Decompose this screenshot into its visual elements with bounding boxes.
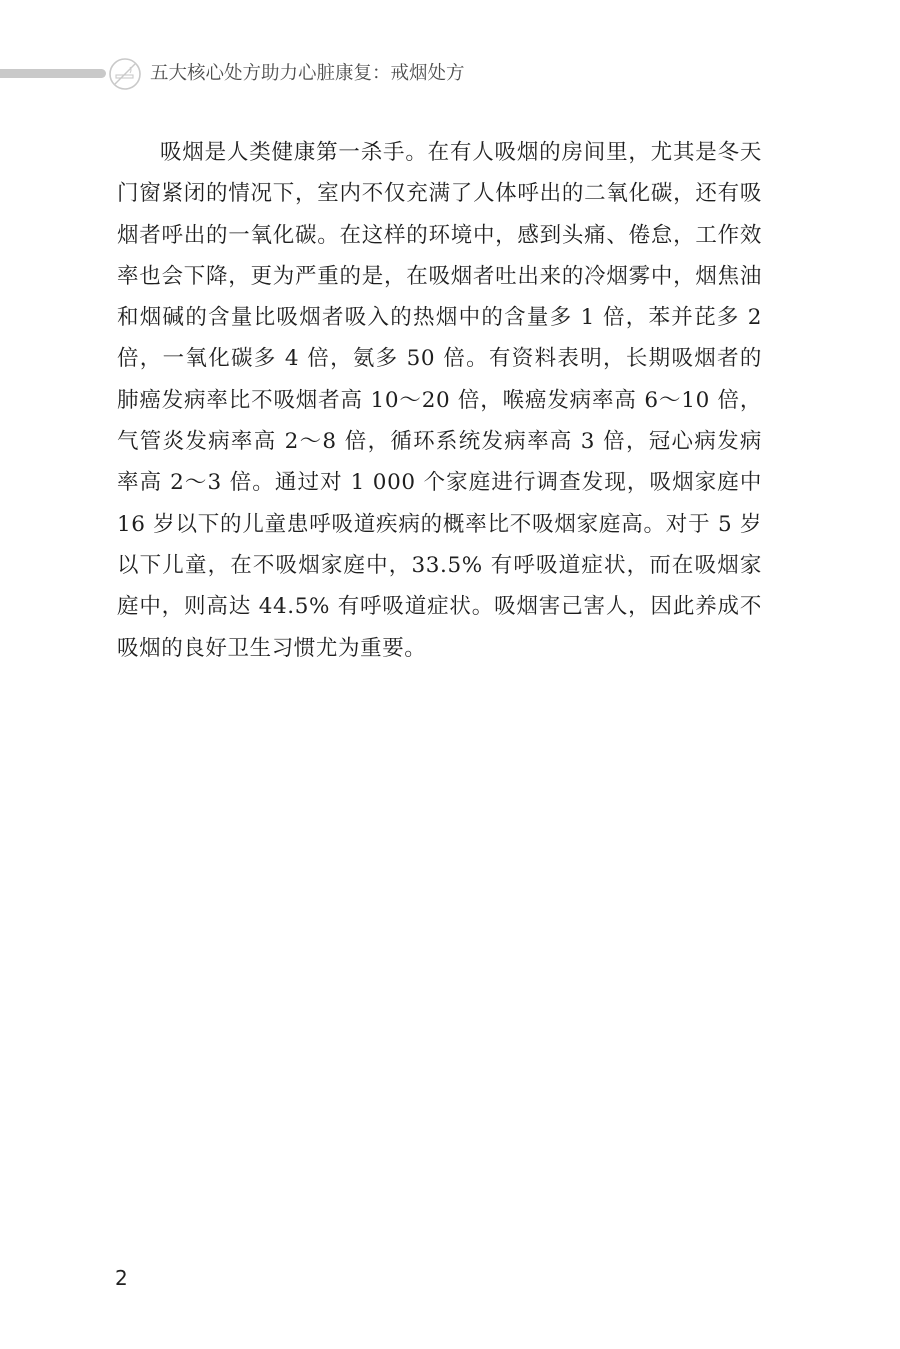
running-header bbox=[0, 54, 900, 94]
header-decorative-bar bbox=[0, 69, 106, 78]
body-paragraph: 吸烟是人类健康第一杀手。在有人吸烟的房间里，尤其是冬天门窗紧闭的情况下，室内不仅充满了人体呼出的二氧化碳，还有吸烟者呼出的一氧化碳。在这样的环境中，感到头痛、倦怠，工作效率也会下降，更为严重的是，在吸烟者吐出来的冷烟雾中，烟焦油和烟碱的含量比吸烟者吸入的热烟中的含量多 1 倍，苯并芘多 2 倍，一氧化碳多 4 倍，氨多 50 倍。有资料表明，长期吸烟者的肺癌发病率比不吸烟者高 10～20 倍，喉癌发病率高 6～10 倍，气管炎发病率高 2～8 倍，循环系统发病率高 3 倍，冠心病发病率高 2～3 倍。通过对 1 000 个家庭进行调查发现，吸烟家庭中 16 岁以下的儿童患呼吸道疾病的概率比不吸烟家庭高。对于 5 岁以下儿童，在不吸烟家庭中，33.5% 有呼吸道症状，而在吸烟家庭中，则高达 44.5% 有呼吸道症状。吸烟害己害人，因此养成不吸烟的良好卫生习惯尤为重要。 bbox=[117, 140, 762, 661]
page-number: 2 bbox=[115, 1266, 128, 1290]
no-smoking-icon bbox=[108, 57, 142, 91]
header-title: 五大核心处方助力心脏康复：戒烟处方 bbox=[150, 63, 465, 84]
